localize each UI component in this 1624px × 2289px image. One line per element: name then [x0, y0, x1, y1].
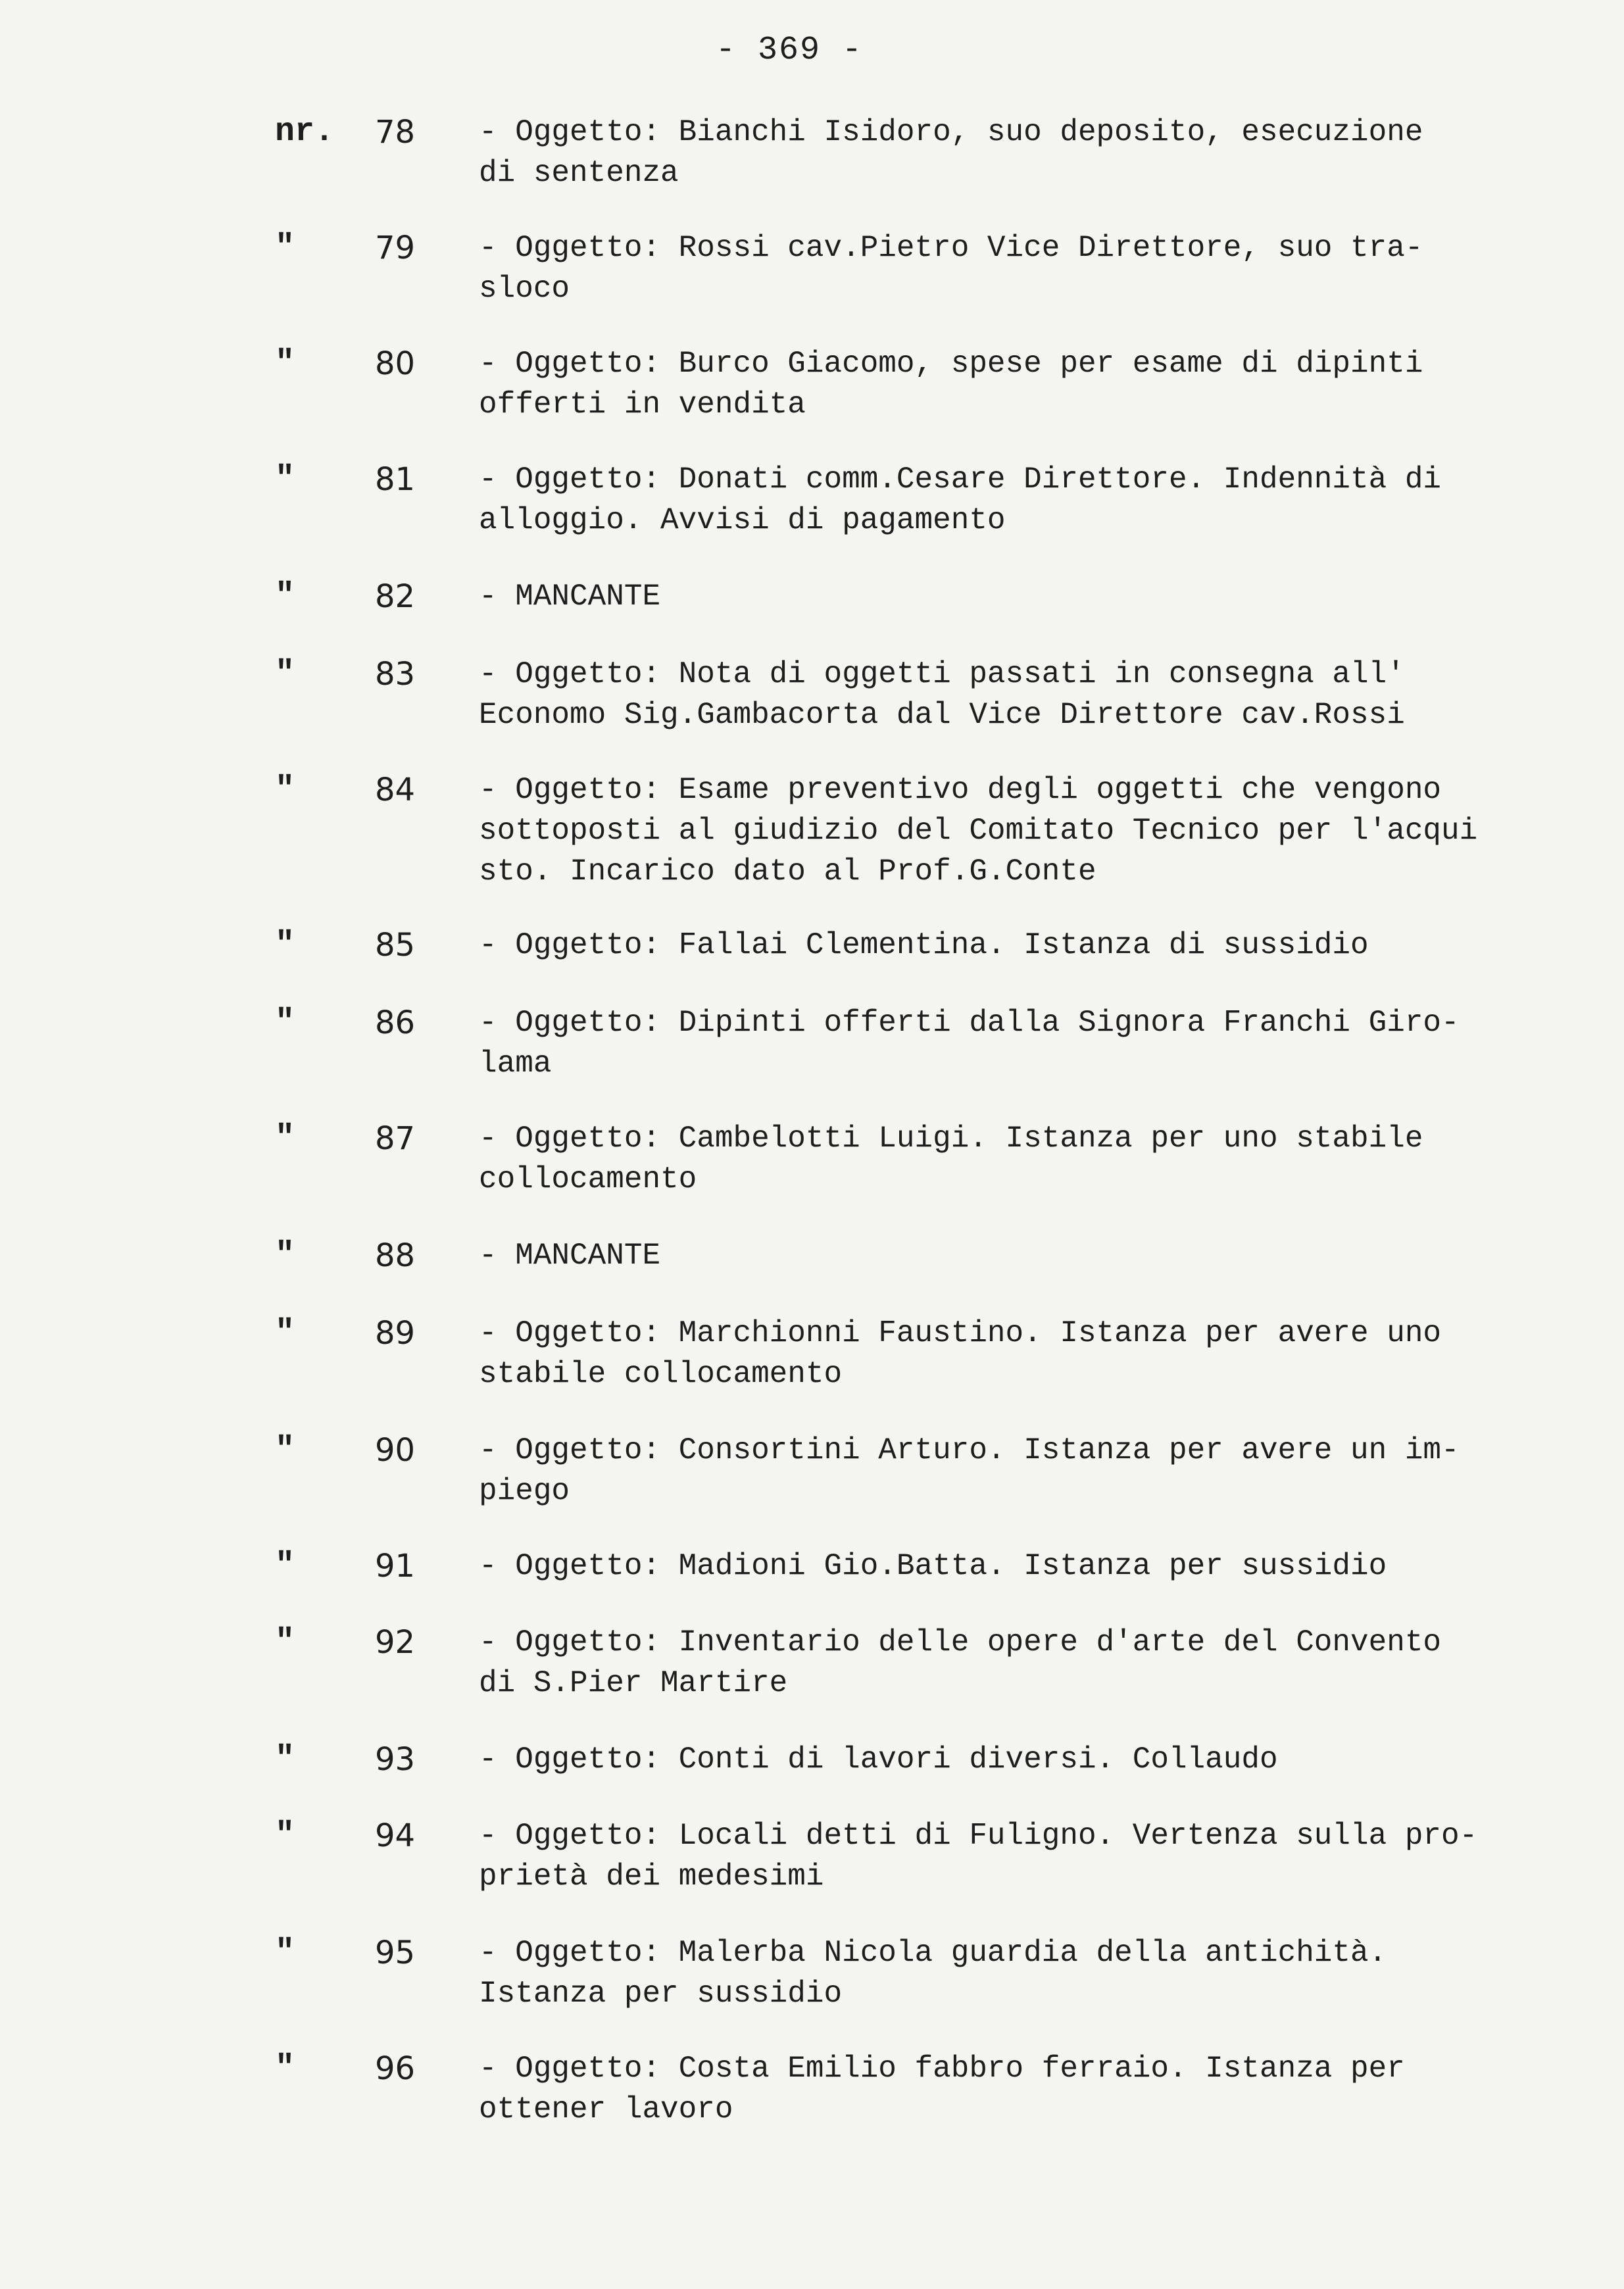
page-number: - 369 -	[715, 32, 864, 69]
entry-line: - Oggetto: Esame preventivo degli oggetti che vengono	[479, 773, 1442, 807]
entry-80	[0, 343, 1624, 422]
entry-prefix: "	[275, 578, 295, 615]
entry-85	[0, 925, 1624, 1004]
entry-line: - Oggetto: Fallai Clementina. Istanza di sussidio	[479, 928, 1369, 962]
entry-line: - Oggetto: Madioni Gio.Batta. Istanza per sussidio	[479, 1549, 1387, 1583]
entry-text	[479, 228, 1571, 309]
entry-prefix: "	[275, 1623, 295, 1661]
entry-82	[0, 576, 1624, 655]
entry-91	[0, 1546, 1624, 1625]
entry-line: sto. Incarico dato al Prof.G.Conte	[479, 854, 1096, 889]
entry-number: 79	[375, 230, 416, 266]
entry-line: - Oggetto: Nota di oggetti passati in consegna all'	[479, 657, 1405, 691]
entry-number: 78	[375, 114, 416, 151]
entry-text	[479, 459, 1571, 541]
entry-prefix: "	[275, 1431, 295, 1469]
entry-prefix: "	[275, 1934, 295, 1971]
entry-line: - Oggetto: Rossi cav.Pietro Vice Direttore, suo tra-	[479, 231, 1423, 265]
entry-line: - Oggetto: Burco Giacomo, spese per esame di dipinti	[479, 347, 1423, 381]
entry-83	[0, 654, 1624, 733]
entry-prefix: "	[275, 1817, 295, 1854]
entry-number: 92	[375, 1624, 416, 1661]
entry-number: 82	[375, 578, 416, 615]
entry-prefix: "	[275, 460, 295, 498]
entry-line: sottoposti al giudizio del Comitato Tecnico per l'acqui	[479, 814, 1478, 848]
entry-prefix: nr.	[275, 113, 335, 151]
entry-86	[0, 1002, 1624, 1081]
entry-78	[0, 112, 1624, 191]
entry-prefix: "	[275, 1004, 295, 1041]
entry-prefix: "	[275, 655, 295, 693]
entry-text	[479, 1546, 1571, 1587]
entry-number: 90	[375, 1432, 416, 1469]
entry-text	[479, 1622, 1571, 1704]
entry-line: Economo Sig.Gambacorta dal Vice Direttore cav.Rossi	[479, 698, 1405, 732]
entry-number: 89	[375, 1315, 416, 1352]
entry-line: - Oggetto: Conti di lavori diversi. Collaudo	[479, 1742, 1278, 1777]
entry-88	[0, 1235, 1624, 1314]
entry-90	[0, 1430, 1624, 1509]
entry-line: - Oggetto: Cambelotti Luigi. Istanza per uno stabile	[479, 1121, 1423, 1156]
entry-line: piego	[479, 1474, 570, 1508]
entry-prefix: "	[275, 229, 295, 266]
entry-number: 94	[375, 1817, 416, 1854]
entry-prefix: "	[275, 1120, 295, 1157]
entry-line: ottener lavoro	[479, 2092, 733, 2127]
entry-number: 85	[375, 927, 416, 964]
entry-line: Istanza per sussidio	[479, 1977, 843, 2011]
entry-number: 96	[375, 2050, 416, 2087]
entry-line: collocamento	[479, 1162, 697, 1196]
entry-line: offerti in vendita	[479, 387, 806, 422]
entry-line: di S.Pier Martire	[479, 1666, 788, 1700]
entry-text	[479, 654, 1571, 735]
entry-number: 86	[375, 1004, 416, 1041]
entry-number: 84	[375, 772, 416, 808]
entry-81	[0, 459, 1624, 538]
entry-79	[0, 228, 1624, 307]
entry-text	[479, 576, 1571, 617]
entry-line: prietà dei medesimi	[479, 1859, 824, 1894]
entry-text	[479, 1932, 1571, 2014]
entry-text	[479, 1002, 1571, 1084]
entry-95	[0, 1932, 1624, 2011]
entry-prefix: "	[275, 1237, 295, 1274]
entry-prefix: "	[275, 771, 295, 808]
entry-line: - MANCANTE	[479, 579, 661, 614]
entry-line: - Oggetto: Marchionni Faustino. Istanza per avere uno	[479, 1316, 1442, 1350]
entry-84	[0, 770, 1624, 889]
entry-line: sloco	[479, 272, 570, 306]
entry-89	[0, 1313, 1624, 1392]
entry-text	[479, 1815, 1571, 1897]
entry-number: 95	[375, 1934, 416, 1971]
entry-number: 81	[375, 461, 416, 498]
entry-text	[479, 343, 1571, 425]
entry-line: di sentenza	[479, 156, 679, 190]
entry-94	[0, 1815, 1624, 1894]
entry-text	[479, 1118, 1571, 1200]
entry-line: - Oggetto: Inventario delle opere d'arte del Convento	[479, 1625, 1442, 1660]
entry-line: - Oggetto: Malerba Nicola guardia della antichità.	[479, 1936, 1387, 1970]
entry-number: 93	[375, 1741, 416, 1778]
entry-prefix: "	[275, 345, 295, 382]
entry-text	[479, 925, 1571, 966]
entry-line: stabile collocamento	[479, 1357, 843, 1391]
entry-text	[479, 112, 1571, 193]
entry-prefix: "	[275, 926, 295, 964]
entry-text	[479, 1313, 1571, 1394]
entry-line: alloggio. Avvisi di pagamento	[479, 503, 1006, 537]
entry-text	[479, 1430, 1571, 1512]
entry-line: - Oggetto: Bianchi Isidoro, suo deposito, esecuzione	[479, 115, 1423, 149]
entry-line: - Oggetto: Locali detti di Fuligno. Vertenza sulla pro-	[479, 1819, 1478, 1853]
entry-number: 83	[375, 656, 416, 693]
entry-number: 80	[375, 345, 416, 382]
entry-text	[479, 1739, 1571, 1780]
entry-92	[0, 1622, 1624, 1701]
entry-prefix: "	[275, 1547, 295, 1585]
entry-text	[479, 1235, 1571, 1276]
entry-line: - Oggetto: Consortini Arturo. Istanza per avere un im-	[479, 1433, 1460, 1467]
entry-text	[479, 770, 1571, 892]
entry-prefix: "	[275, 1740, 295, 1778]
entry-96	[0, 2048, 1624, 2127]
entry-prefix: "	[275, 1314, 295, 1352]
entry-line: - Oggetto: Costa Emilio fabbro ferraio. Istanza per	[479, 2052, 1405, 2086]
entry-line: - MANCANTE	[479, 1239, 661, 1273]
entry-line: - Oggetto: Donati comm.Cesare Direttore. Indennità di	[479, 462, 1442, 497]
entry-number: 91	[375, 1548, 416, 1585]
entry-87	[0, 1118, 1624, 1197]
entry-93	[0, 1739, 1624, 1818]
entry-line: lama	[479, 1046, 552, 1081]
entry-text	[479, 2048, 1571, 2130]
entry-number: 88	[375, 1237, 416, 1274]
entry-number: 87	[375, 1120, 416, 1157]
entry-line: - Oggetto: Dipinti offerti dalla Signora Franchi Giro-	[479, 1006, 1460, 1040]
entry-prefix: "	[275, 2050, 295, 2087]
